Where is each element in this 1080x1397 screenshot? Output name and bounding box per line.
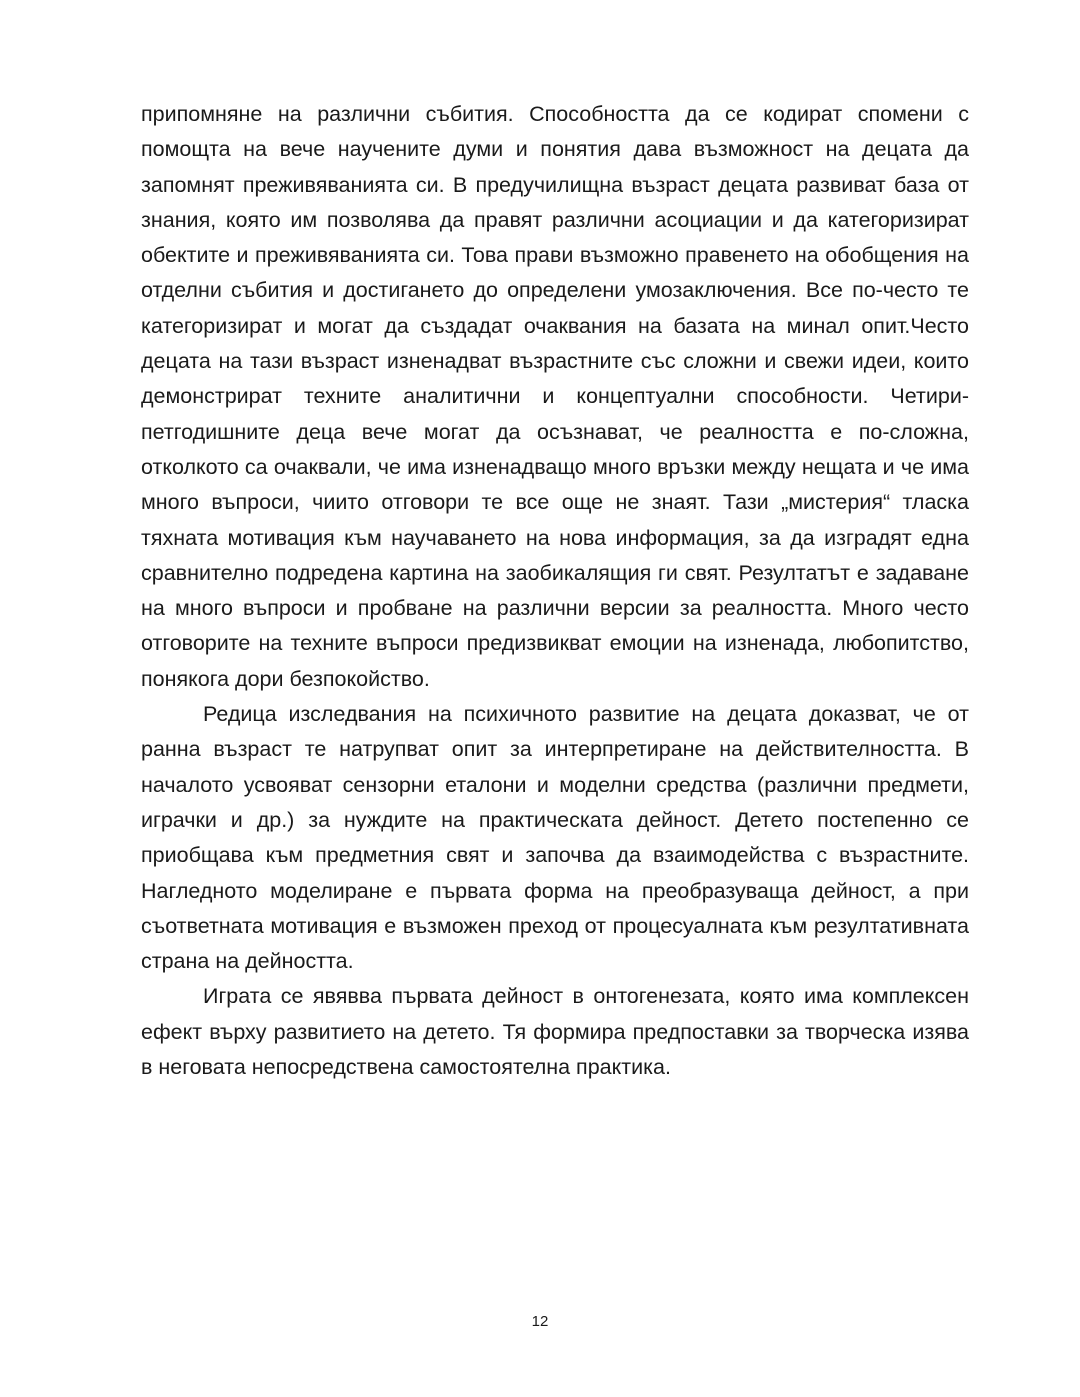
body-text [141,97,969,1085]
paragraph-2: Редица изследвания на психичното развитие на децата доказват, че от ранна възраст те натрупват опит за интерпретиране на действителността. В началото усвояват сензорни еталони и моделни средства (различни предмети, играчки и др.) за нуждите на практическата дейност. Детето постепенно се приобщава към предметния свят и започва да взаимодейства с възрастните. Нагледното моделиране е първата форма на преобразуваща дейност, а при съответната мотивация е възможен преход от процесуалната към резултативната страна на дейността. [141,702,969,974]
page-number: 12 [531,1313,549,1330]
paragraph-1: припомняне на различни събития. Способността да се кодират спомени с помощта на вече научените думи и понятия дава възможност на децата да запомнят преживяванията си. В предучилищна възраст децата развиват база от знания, която им позволява да правят различни асоциации и да категоризират обектите и преживяванията си. Това прави възможно правенето на обобщения на отделни събития и достигането до определени умозаключения. Все по-често те категоризират и могат да създадат очаквания на базата на минал опит.Често децата на тази възраст изненадват възрастните със сложни и свежи идеи, които демонстрират техните аналитични и концептуални способности. Четири-петгодишните деца вече могат да осъзнават, че реалността е по-сложна, отколкото са очаквали, че има изненадващо много връзки между нещата и че има много въпроси, чиито отговори те все още не знаят. Тази „мистерия“ тласка тяхната мотивация към научаването на нова информация, за да изградят една сравнително подредена картина на заобикалящия ги свят. Резултатът е задаване на много въпроси и пробване на различни версии за реалността. Много често отговорите на техните въпроси предизвикват емоции на изненада, любопитство, понякога дори безпокойство. [141,102,969,691]
paragraph-3: Играта се явявва първата дейност в онтогенезата, която има комплексен ефект върху развитието на детето. Тя формира предпоставки за творческа изява в неговата непосредствена самостоятелна практика. [141,984,969,1080]
